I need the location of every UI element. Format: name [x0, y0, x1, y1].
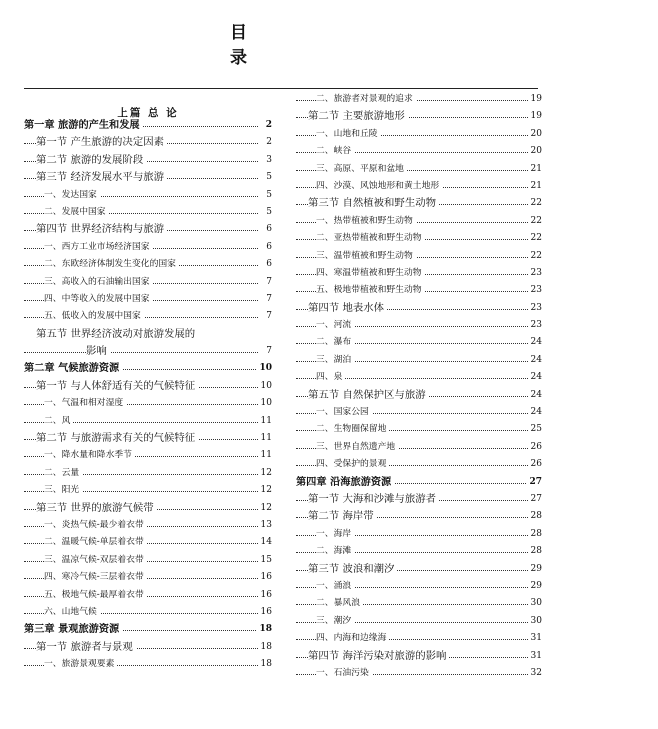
toc-entry-page: 22	[528, 230, 542, 247]
toc-entry-sub[interactable]	[296, 456, 542, 473]
toc-entry-label: 第二节 海岸带	[308, 510, 377, 522]
toc-entry-sub[interactable]	[24, 395, 272, 412]
toc-entry-label: 第五节 世界经济波动对旅游发展的	[36, 328, 198, 340]
toc-entry-label: 一、发达国家	[44, 190, 100, 200]
toc-entry-label: 四、泉	[316, 372, 345, 382]
toc-entry-page: 24	[528, 387, 542, 404]
toc-entry-chapter[interactable]	[24, 360, 272, 377]
toc-entry-sub[interactable]	[24, 552, 272, 569]
toc-entry-label: 一、旅游景观要素	[44, 659, 117, 669]
toc-entry-label: 一、国家公园	[316, 407, 372, 417]
toc-entry-label: 三、潮汐	[316, 616, 354, 626]
toc-entry-section[interactable]	[24, 134, 272, 151]
toc-entry-label: 第三节 波浪和潮汐	[308, 563, 397, 575]
toc-entry-page: 27	[526, 474, 542, 491]
toc-entry-label: 五、低收入的发展中国家	[44, 311, 144, 321]
toc-entry-sub[interactable]	[24, 256, 272, 273]
header-rule	[24, 88, 538, 89]
toc-entry-label: 第四节 海洋污染对旅游的影响	[308, 650, 449, 662]
toc-entry-page: 25	[528, 421, 542, 438]
toc-entry-page: 28	[528, 526, 542, 543]
part-heading: 上篇 总 论	[117, 107, 179, 119]
toc-entry-sub[interactable]	[296, 630, 542, 647]
toc-entry-page: 22	[528, 195, 542, 212]
toc-entry-label: 三、湖泊	[316, 355, 354, 365]
toc-entry-section[interactable]	[24, 639, 272, 656]
toc-entry-page: 24	[528, 404, 542, 421]
toc-entry-page: 2	[263, 134, 272, 151]
toc-entry-page: 18	[258, 656, 272, 673]
toc-entry-sub[interactable]	[296, 543, 542, 560]
toc-entry-page: 6	[263, 256, 272, 273]
toc-entry-page: 7	[263, 274, 272, 291]
toc-entry-label: 一、降水量和降水季节	[44, 450, 135, 460]
toc-entry-page: 10	[258, 395, 272, 412]
toc-entry-sub[interactable]	[296, 369, 542, 386]
toc-entry-page: 12	[258, 482, 272, 499]
page-title: 目 录	[230, 23, 302, 68]
toc-entry-label: 五、极地带植被和野生动物	[316, 285, 425, 295]
toc-entry-page: 22	[528, 213, 542, 230]
toc-entry-page: 28	[528, 508, 542, 525]
toc-entry-label: 一、热带植被和野生动物	[316, 216, 416, 226]
toc-entry-label: 一、炎热气候-最少着衣带	[44, 520, 147, 530]
toc-entry-section[interactable]	[24, 169, 272, 186]
toc-entry-sub[interactable]	[24, 204, 272, 221]
toc-entry-sub[interactable]	[296, 161, 542, 178]
toc-entry-sub[interactable]	[296, 230, 542, 247]
toc-entry-page: 7	[263, 343, 272, 360]
toc-entry-page: 19	[528, 108, 542, 125]
toc-entry-label: 三、温带植被和野生动物	[316, 251, 416, 261]
toc-entry-page: 23	[528, 265, 542, 282]
toc-entry-sub[interactable]	[296, 613, 542, 630]
toc-entry-sub[interactable]	[296, 91, 542, 108]
toc-entry-page: 23	[528, 300, 542, 317]
toc-entry-sub[interactable]	[296, 526, 542, 543]
toc-entry-label: 一、西方工业市场经济国家	[44, 242, 153, 252]
toc-entry-page: 30	[528, 613, 542, 630]
toc-entry-label: 第一节 大海和沙滩与旅游者	[308, 493, 439, 505]
toc-left-column	[24, 91, 272, 674]
toc-entry-page: 16	[258, 587, 272, 604]
toc-entry-sub[interactable]	[24, 187, 272, 204]
toc-entry-section[interactable]	[296, 195, 542, 212]
toc-entry-label: 四、沙漠、风蚀地形和黄土地形	[316, 181, 442, 191]
toc-entry-page: 21	[528, 178, 542, 195]
leader-dots	[24, 351, 258, 353]
toc-entry-sub[interactable]	[24, 604, 272, 621]
toc-entry-page: 16	[258, 604, 272, 621]
toc-entry-page: 6	[263, 221, 272, 238]
toc-entry-page: 13	[258, 517, 272, 534]
toc-entry-label: 一、山地和丘陵	[316, 129, 381, 139]
toc-entry-label: 二、发展中国家	[44, 207, 109, 217]
toc-entry-label: 第一节 与人体舒适有关的气候特征	[36, 380, 198, 392]
toc-entry-page: 6	[263, 239, 272, 256]
toc-entry-label: 一、石油污染	[316, 668, 372, 678]
toc-entry-label: 四、内海和边缘海	[316, 633, 389, 643]
toc-entry-sub[interactable]	[296, 282, 542, 299]
toc-entry-label: 第四节 地表水体	[308, 302, 387, 314]
toc-entry-label: 三、高收入的石油输出国家	[44, 277, 153, 287]
toc-entry-label: 三、温凉气候-双层着衣带	[44, 555, 147, 565]
toc-entry-label: 第五节 自然保护区与旅游	[308, 389, 429, 401]
toc-entry-page: 24	[528, 352, 542, 369]
toc-entry-sub[interactable]	[24, 587, 272, 604]
toc-entry-label: 第三节 自然植被和野生动物	[308, 197, 439, 209]
toc-entry-page: 29	[528, 578, 542, 595]
toc-entry-page: 28	[528, 543, 542, 560]
toc-entry-sub[interactable]	[24, 308, 272, 325]
toc-entry-page: 10	[258, 378, 272, 395]
toc-entry-label: 二、暴风浪	[316, 598, 363, 608]
toc-entry-label: 第二节 旅游的发展阶段	[36, 154, 146, 166]
toc-entry-section[interactable]	[296, 561, 542, 578]
toc-entry-page: 16	[258, 569, 272, 586]
toc-entry-sub[interactable]	[296, 665, 542, 682]
toc-entry-section[interactable]	[24, 221, 272, 238]
toc-entry-label: 四、受保护的景观	[316, 459, 389, 469]
toc-entry-page: 32	[528, 665, 542, 682]
toc-entry-page: 3	[263, 152, 272, 169]
toc-right-column	[296, 91, 542, 682]
toc-entry-sub[interactable]	[24, 569, 272, 586]
toc-entry-label: 二、生物圈保留地	[316, 424, 389, 434]
toc-entry-page: 20	[528, 126, 542, 143]
toc-entry-page: 21	[528, 161, 542, 178]
toc-entry-page: 11	[258, 430, 272, 447]
toc-entry-section[interactable]	[24, 430, 272, 447]
toc-entry-sub[interactable]	[296, 334, 542, 351]
toc-entry-page: 5	[263, 204, 272, 221]
toc-entry-sub[interactable]	[296, 143, 542, 160]
toc-entry-section[interactable]	[296, 508, 542, 525]
toc-entry-label: 五、极地气候-最厚着衣带	[44, 590, 147, 600]
toc-entry-section[interactable]	[296, 648, 542, 665]
toc-entry-page: 24	[528, 334, 542, 351]
toc-entry-sub[interactable]	[296, 213, 542, 230]
toc-entry-page: 23	[528, 282, 542, 299]
toc-entry-sub[interactable]	[296, 421, 542, 438]
toc-entry-sub[interactable]	[24, 517, 272, 534]
toc-entry-page: 14	[258, 534, 272, 551]
toc-entry-chapter[interactable]	[24, 621, 272, 638]
toc-entry-label: 第三节 经济发展水平与旅游	[36, 171, 167, 183]
toc-entry-sub[interactable]	[296, 317, 542, 334]
toc-entry-page: 15	[258, 552, 272, 569]
toc-entry-section[interactable]	[296, 387, 542, 404]
toc-entry-label: 一、海岸	[316, 529, 354, 539]
toc-entry-page: 19	[528, 91, 542, 108]
toc-entry-page: 11	[258, 447, 272, 464]
toc-entry-page: 18	[258, 639, 272, 656]
toc-entry-page: 22	[528, 248, 542, 265]
toc-entry-chapter[interactable]	[24, 117, 272, 134]
toc-entry-label: 三、高原、平原和盆地	[316, 164, 407, 174]
toc-entry-label: 第二节 主要旅游地形	[308, 110, 408, 122]
toc-entry-label: 第二章 气候旅游资源	[24, 362, 122, 374]
toc-entry-page: 12	[258, 500, 272, 517]
toc-entry-sub[interactable]	[296, 595, 542, 612]
toc-entry-page: 2	[263, 117, 272, 134]
toc-entry-page: 26	[528, 439, 542, 456]
toc-entry-label: 第一节 产生旅游的决定因素	[36, 136, 167, 148]
toc-entry-label: 第一节 旅游者与景观	[36, 641, 136, 653]
toc-entry-page: 31	[528, 648, 542, 665]
toc-entry-page: 5	[263, 169, 272, 186]
toc-entry-label: 一、涌浪	[316, 581, 354, 591]
toc-entry-label: 二、亚热带植被和野生动物	[316, 233, 425, 243]
toc-entry-label: 二、东欧经济体制发生变化的国家	[44, 259, 179, 269]
toc-entry-sub[interactable]	[24, 274, 272, 291]
toc-entry-page: 31	[528, 630, 542, 647]
toc-entry-sub[interactable]	[296, 439, 542, 456]
toc-entry-sub[interactable]	[296, 126, 542, 143]
toc-entry-page: 23	[528, 317, 542, 334]
toc-entry-label: 二、峡谷	[316, 146, 354, 156]
toc-entry-section[interactable]	[24, 152, 272, 169]
toc-entry-page: 29	[528, 561, 542, 578]
toc-entry-label: 第四章 沿海旅游资源	[296, 476, 394, 488]
toc-entry-label: 一、气温和相对湿度	[44, 398, 126, 408]
toc-entry-cont[interactable]	[24, 343, 272, 360]
toc-entry-page: 7	[263, 291, 272, 308]
toc-entry-sub[interactable]	[296, 404, 542, 421]
toc-entry-sub[interactable]	[24, 465, 272, 482]
toc-entry-section[interactable]	[296, 300, 542, 317]
toc-entry-page: 10	[256, 360, 272, 377]
toc-entry-label: 第二节 与旅游需求有关的气候特征	[36, 432, 198, 444]
toc-entry-sub[interactable]	[296, 265, 542, 282]
toc-entry-label: 三、世界自然遗产地	[316, 442, 398, 452]
toc-entry-label: 二、云量	[44, 468, 82, 478]
toc-entry-sub[interactable]	[24, 291, 272, 308]
toc-entry-page: 24	[528, 369, 542, 386]
toc-entry-label: 二、瀑布	[316, 337, 354, 347]
toc-entry-label: 第四节 世界经济结构与旅游	[36, 223, 167, 235]
toc-entry-label: 影响	[86, 345, 110, 357]
toc-entry-sub[interactable]	[24, 239, 272, 256]
toc-entry-label: 第一章 旅游的产生和发展	[24, 119, 143, 131]
toc-entry-sub[interactable]	[24, 447, 272, 464]
toc-entry-label: 四、寒温带植被和野生动物	[316, 268, 425, 278]
toc-entry-section[interactable]	[24, 500, 272, 517]
toc-entry-label: 三、阳光	[44, 485, 82, 495]
toc-entry-label: 一、河流	[316, 320, 354, 330]
toc-entry-section[interactable]	[296, 108, 542, 125]
toc-entry-label: 六、山地气候	[44, 607, 100, 617]
toc-entry-label: 第三节 世界的旅游气候带	[36, 502, 157, 514]
toc-entry-page: 26	[528, 456, 542, 473]
toc-entry-sub[interactable]	[296, 248, 542, 265]
toc-entry-sub[interactable]	[24, 413, 272, 430]
toc-entry-label: 二、旅游者对景观的追求	[316, 94, 416, 104]
toc-entry-page: 12	[258, 465, 272, 482]
toc-entry-label: 二、风	[44, 416, 73, 426]
toc-entry-sub[interactable]	[24, 656, 272, 673]
toc-entry-label: 四、中等收入的发展中国家	[44, 294, 153, 304]
toc-entry-section[interactable]	[24, 378, 272, 395]
toc-entry-chapter[interactable]	[296, 474, 542, 491]
toc-entry-page: 27	[528, 491, 542, 508]
toc-entry-section[interactable]	[24, 326, 272, 343]
toc-entry-sub[interactable]	[296, 578, 542, 595]
toc-entry-label: 二、温暖气候-单层着衣带	[44, 537, 147, 547]
toc-entry-label: 四、寒冷气候-三层着衣带	[44, 572, 147, 582]
toc-entry-sub[interactable]	[296, 178, 542, 195]
toc-entry-page: 7	[263, 308, 272, 325]
toc-entry-page: 30	[528, 595, 542, 612]
toc-entry-page: 18	[256, 621, 272, 638]
toc-entry-label: 第三章 景观旅游资源	[24, 623, 122, 635]
toc-entry-section[interactable]	[296, 491, 542, 508]
toc-entry-sub[interactable]	[296, 352, 542, 369]
toc-entry-label: 二、海滩	[316, 546, 354, 556]
toc-entry-sub[interactable]	[24, 482, 272, 499]
toc-entry-sub[interactable]	[24, 534, 272, 551]
toc-entry-part[interactable]	[24, 91, 272, 117]
toc-entry-page: 20	[528, 143, 542, 160]
toc-entry-page: 5	[263, 187, 272, 204]
toc-entry-page: 11	[258, 413, 272, 430]
